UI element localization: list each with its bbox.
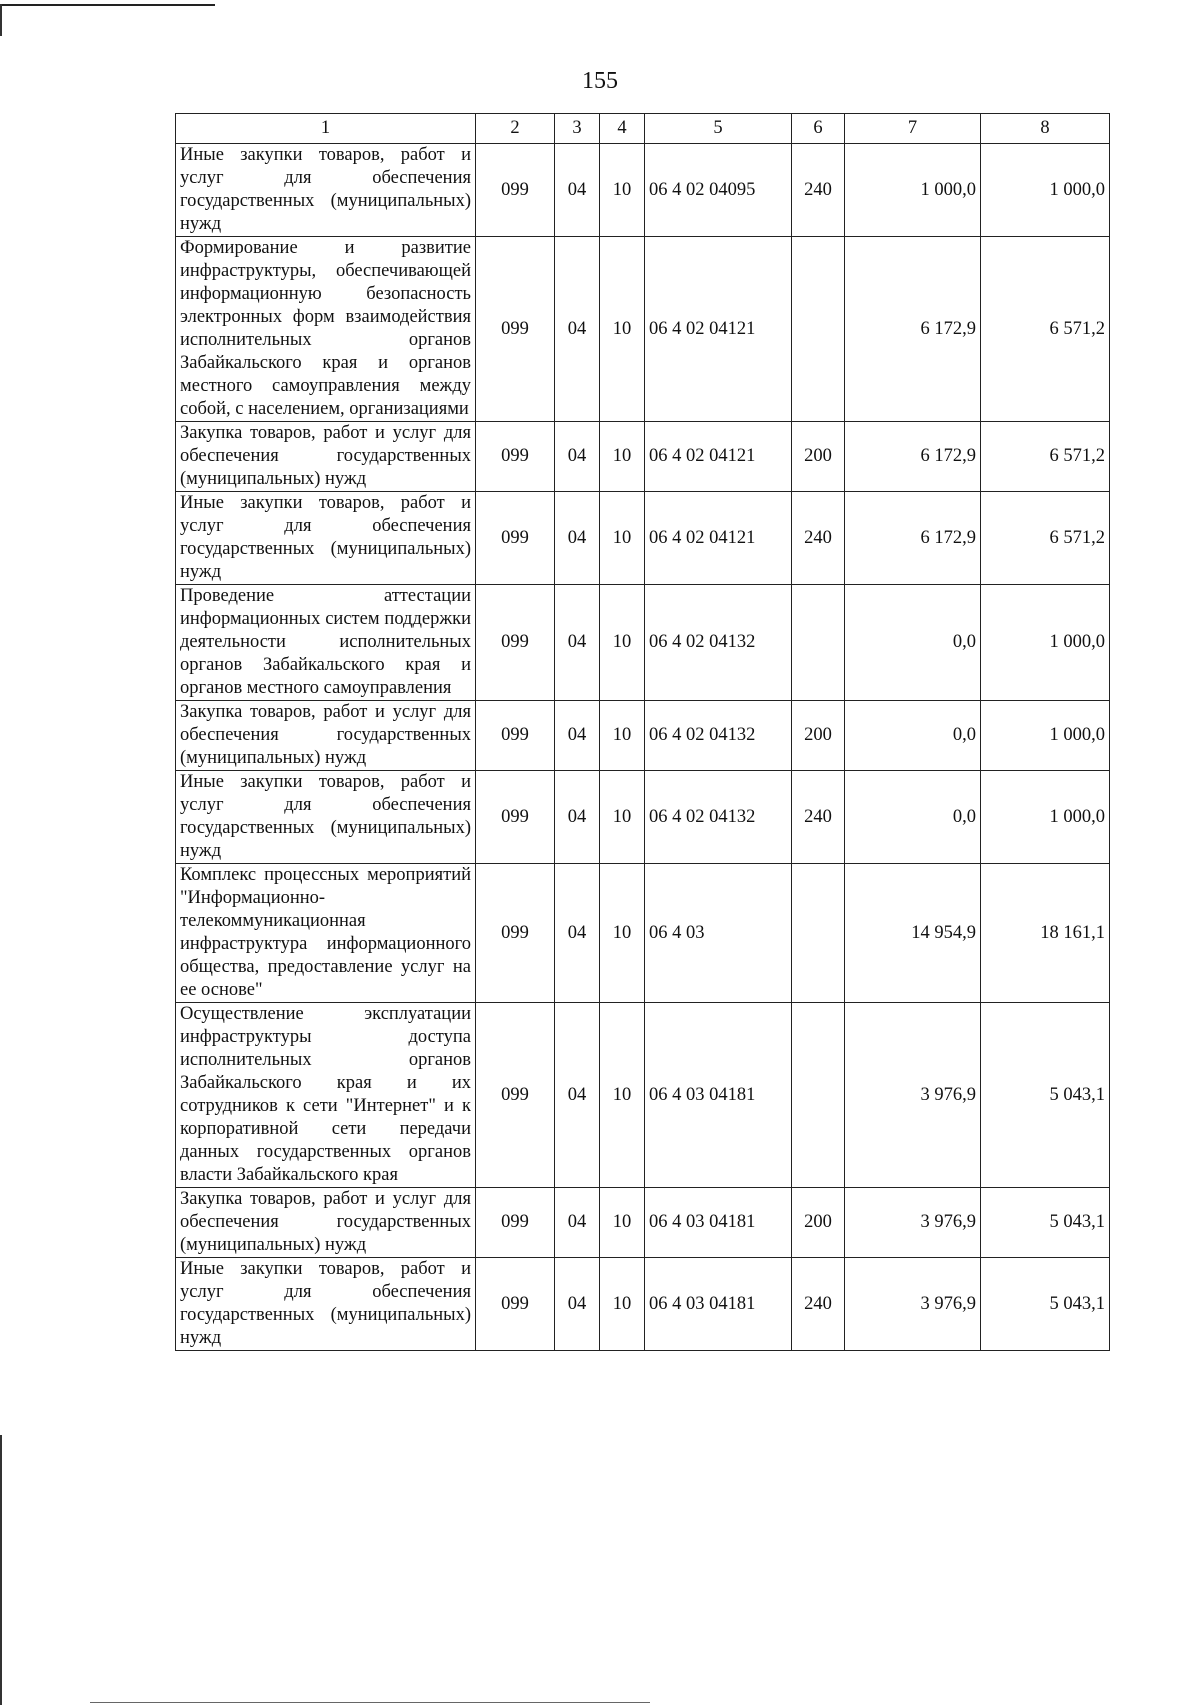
expense-type-code: 200 [792,701,845,771]
section-code: 04 [555,422,600,492]
ministry-code: 099 [476,237,555,422]
scan-border-corner [0,4,2,36]
target-article-code: 06 4 03 04181 [645,1188,792,1258]
ministry-code: 099 [476,771,555,864]
header-col-2: 2 [476,114,555,144]
scan-border-top [0,4,215,6]
expense-name: Иные закупки товаров, работ и услуг для обеспечения государственных (муниципальных) нужд [176,1258,476,1351]
subsection-code: 10 [600,237,645,422]
target-article-code: 06 4 03 04181 [645,1258,792,1351]
expense-name: Формирование и развитие инфраструктуры, обеспечивающей информационную безопасность электронных форм взаимодействия исполнительных органов Забайкальского края и органов местного самоуправления между собой, с населением, организациями [176,237,476,422]
section-code: 04 [555,864,600,1003]
amount-col-7: 3 976,9 [845,1003,981,1188]
table-row [176,144,1110,237]
target-article-code: 06 4 02 04095 [645,144,792,237]
amount-col-8: 6 571,2 [981,237,1110,422]
table-row [176,701,1110,771]
amount-col-7: 6 172,9 [845,492,981,585]
ministry-code: 099 [476,1003,555,1188]
expense-type-code: 240 [792,1258,845,1351]
amount-col-7: 1 000,0 [845,144,981,237]
target-article-code: 06 4 02 04121 [645,422,792,492]
amount-col-7: 6 172,9 [845,237,981,422]
expense-name: Закупка товаров, работ и услуг для обеспечения государственных (муниципальных) нужд [176,422,476,492]
amount-col-8: 5 043,1 [981,1258,1110,1351]
subsection-code: 10 [600,492,645,585]
header-col-4: 4 [600,114,645,144]
table-row [176,237,1110,422]
expense-type-code [792,1003,845,1188]
expense-name: Закупка товаров, работ и услуг для обеспечения государственных (муниципальных) нужд [176,701,476,771]
amount-col-7: 14 954,9 [845,864,981,1003]
target-article-code: 06 4 03 [645,864,792,1003]
table-row [176,1258,1110,1351]
target-article-code: 06 4 02 04132 [645,771,792,864]
amount-col-8: 6 571,2 [981,422,1110,492]
header-col-3: 3 [555,114,600,144]
subsection-code: 10 [600,1258,645,1351]
ministry-code: 099 [476,864,555,1003]
table-row [176,1188,1110,1258]
section-code: 04 [555,585,600,701]
amount-col-7: 0,0 [845,585,981,701]
subsection-code: 10 [600,1003,645,1188]
budget-table [175,113,1110,1351]
table-row [176,585,1110,701]
ministry-code: 099 [476,492,555,585]
expense-type-code [792,585,845,701]
section-code: 04 [555,1188,600,1258]
amount-col-7: 3 976,9 [845,1258,981,1351]
amount-col-8: 5 043,1 [981,1003,1110,1188]
subsection-code: 10 [600,422,645,492]
amount-col-8: 5 043,1 [981,1188,1110,1258]
subsection-code: 10 [600,864,645,1003]
target-article-code: 06 4 02 04132 [645,701,792,771]
section-code: 04 [555,237,600,422]
target-article-code: 06 4 02 04121 [645,492,792,585]
header-col-8: 8 [981,114,1110,144]
table-row [176,771,1110,864]
section-code: 04 [555,492,600,585]
expense-type-code: 200 [792,1188,845,1258]
table-row [176,864,1110,1003]
ministry-code: 099 [476,585,555,701]
ministry-code: 099 [476,1188,555,1258]
amount-col-7: 0,0 [845,771,981,864]
ministry-code: 099 [476,1258,555,1351]
amount-col-8: 1 000,0 [981,585,1110,701]
amount-col-8: 1 000,0 [981,701,1110,771]
expense-type-code: 240 [792,771,845,864]
expense-type-code: 200 [792,422,845,492]
expense-name: Проведение аттестации информационных систем поддержки деятельности исполнительных органов Забайкальского края и органов местного самоуправления [176,585,476,701]
expense-name: Осуществление эксплуатации инфраструктуры доступа исполнительных органов Забайкальского края и их сотрудников к сети "Интернет" и к корпоративной сети передачи данных государственных органов власти Забайкальского края [176,1003,476,1188]
header-col-6: 6 [792,114,845,144]
section-code: 04 [555,771,600,864]
subsection-code: 10 [600,144,645,237]
expense-type-code: 240 [792,492,845,585]
section-code: 04 [555,701,600,771]
table-row [176,492,1110,585]
ministry-code: 099 [476,422,555,492]
expense-type-code [792,864,845,1003]
subsection-code: 10 [600,585,645,701]
scan-border-left [0,1435,2,1705]
scan-border-bottom [90,1702,650,1703]
subsection-code: 10 [600,771,645,864]
header-col-7: 7 [845,114,981,144]
table-row [176,1003,1110,1188]
table-row [176,422,1110,492]
amount-col-7: 0,0 [845,701,981,771]
amount-col-8: 18 161,1 [981,864,1110,1003]
section-code: 04 [555,1003,600,1188]
expense-name: Комплекс процессных мероприятий "Информационно-телекоммуникационная инфраструктура информационного общества, предоставление услуг на ее основе" [176,864,476,1003]
expense-name: Иные закупки товаров, работ и услуг для обеспечения государственных (муниципальных) нужд [176,771,476,864]
amount-col-8: 1 000,0 [981,144,1110,237]
table-header-row [176,114,1110,144]
page-number: 155 [582,68,618,94]
section-code: 04 [555,144,600,237]
expense-type-code [792,237,845,422]
amount-col-8: 1 000,0 [981,771,1110,864]
expense-name: Закупка товаров, работ и услуг для обеспечения государственных (муниципальных) нужд [176,1188,476,1258]
subsection-code: 10 [600,1188,645,1258]
ministry-code: 099 [476,144,555,237]
section-code: 04 [555,1258,600,1351]
ministry-code: 099 [476,701,555,771]
expense-name: Иные закупки товаров, работ и услуг для обеспечения государственных (муниципальных) нужд [176,144,476,237]
target-article-code: 06 4 03 04181 [645,1003,792,1188]
target-article-code: 06 4 02 04121 [645,237,792,422]
header-col-5: 5 [645,114,792,144]
expense-type-code: 240 [792,144,845,237]
target-article-code: 06 4 02 04132 [645,585,792,701]
amount-col-7: 6 172,9 [845,422,981,492]
amount-col-7: 3 976,9 [845,1188,981,1258]
amount-col-8: 6 571,2 [981,492,1110,585]
header-col-1: 1 [176,114,476,144]
expense-name: Иные закупки товаров, работ и услуг для обеспечения государственных (муниципальных) нужд [176,492,476,585]
subsection-code: 10 [600,701,645,771]
